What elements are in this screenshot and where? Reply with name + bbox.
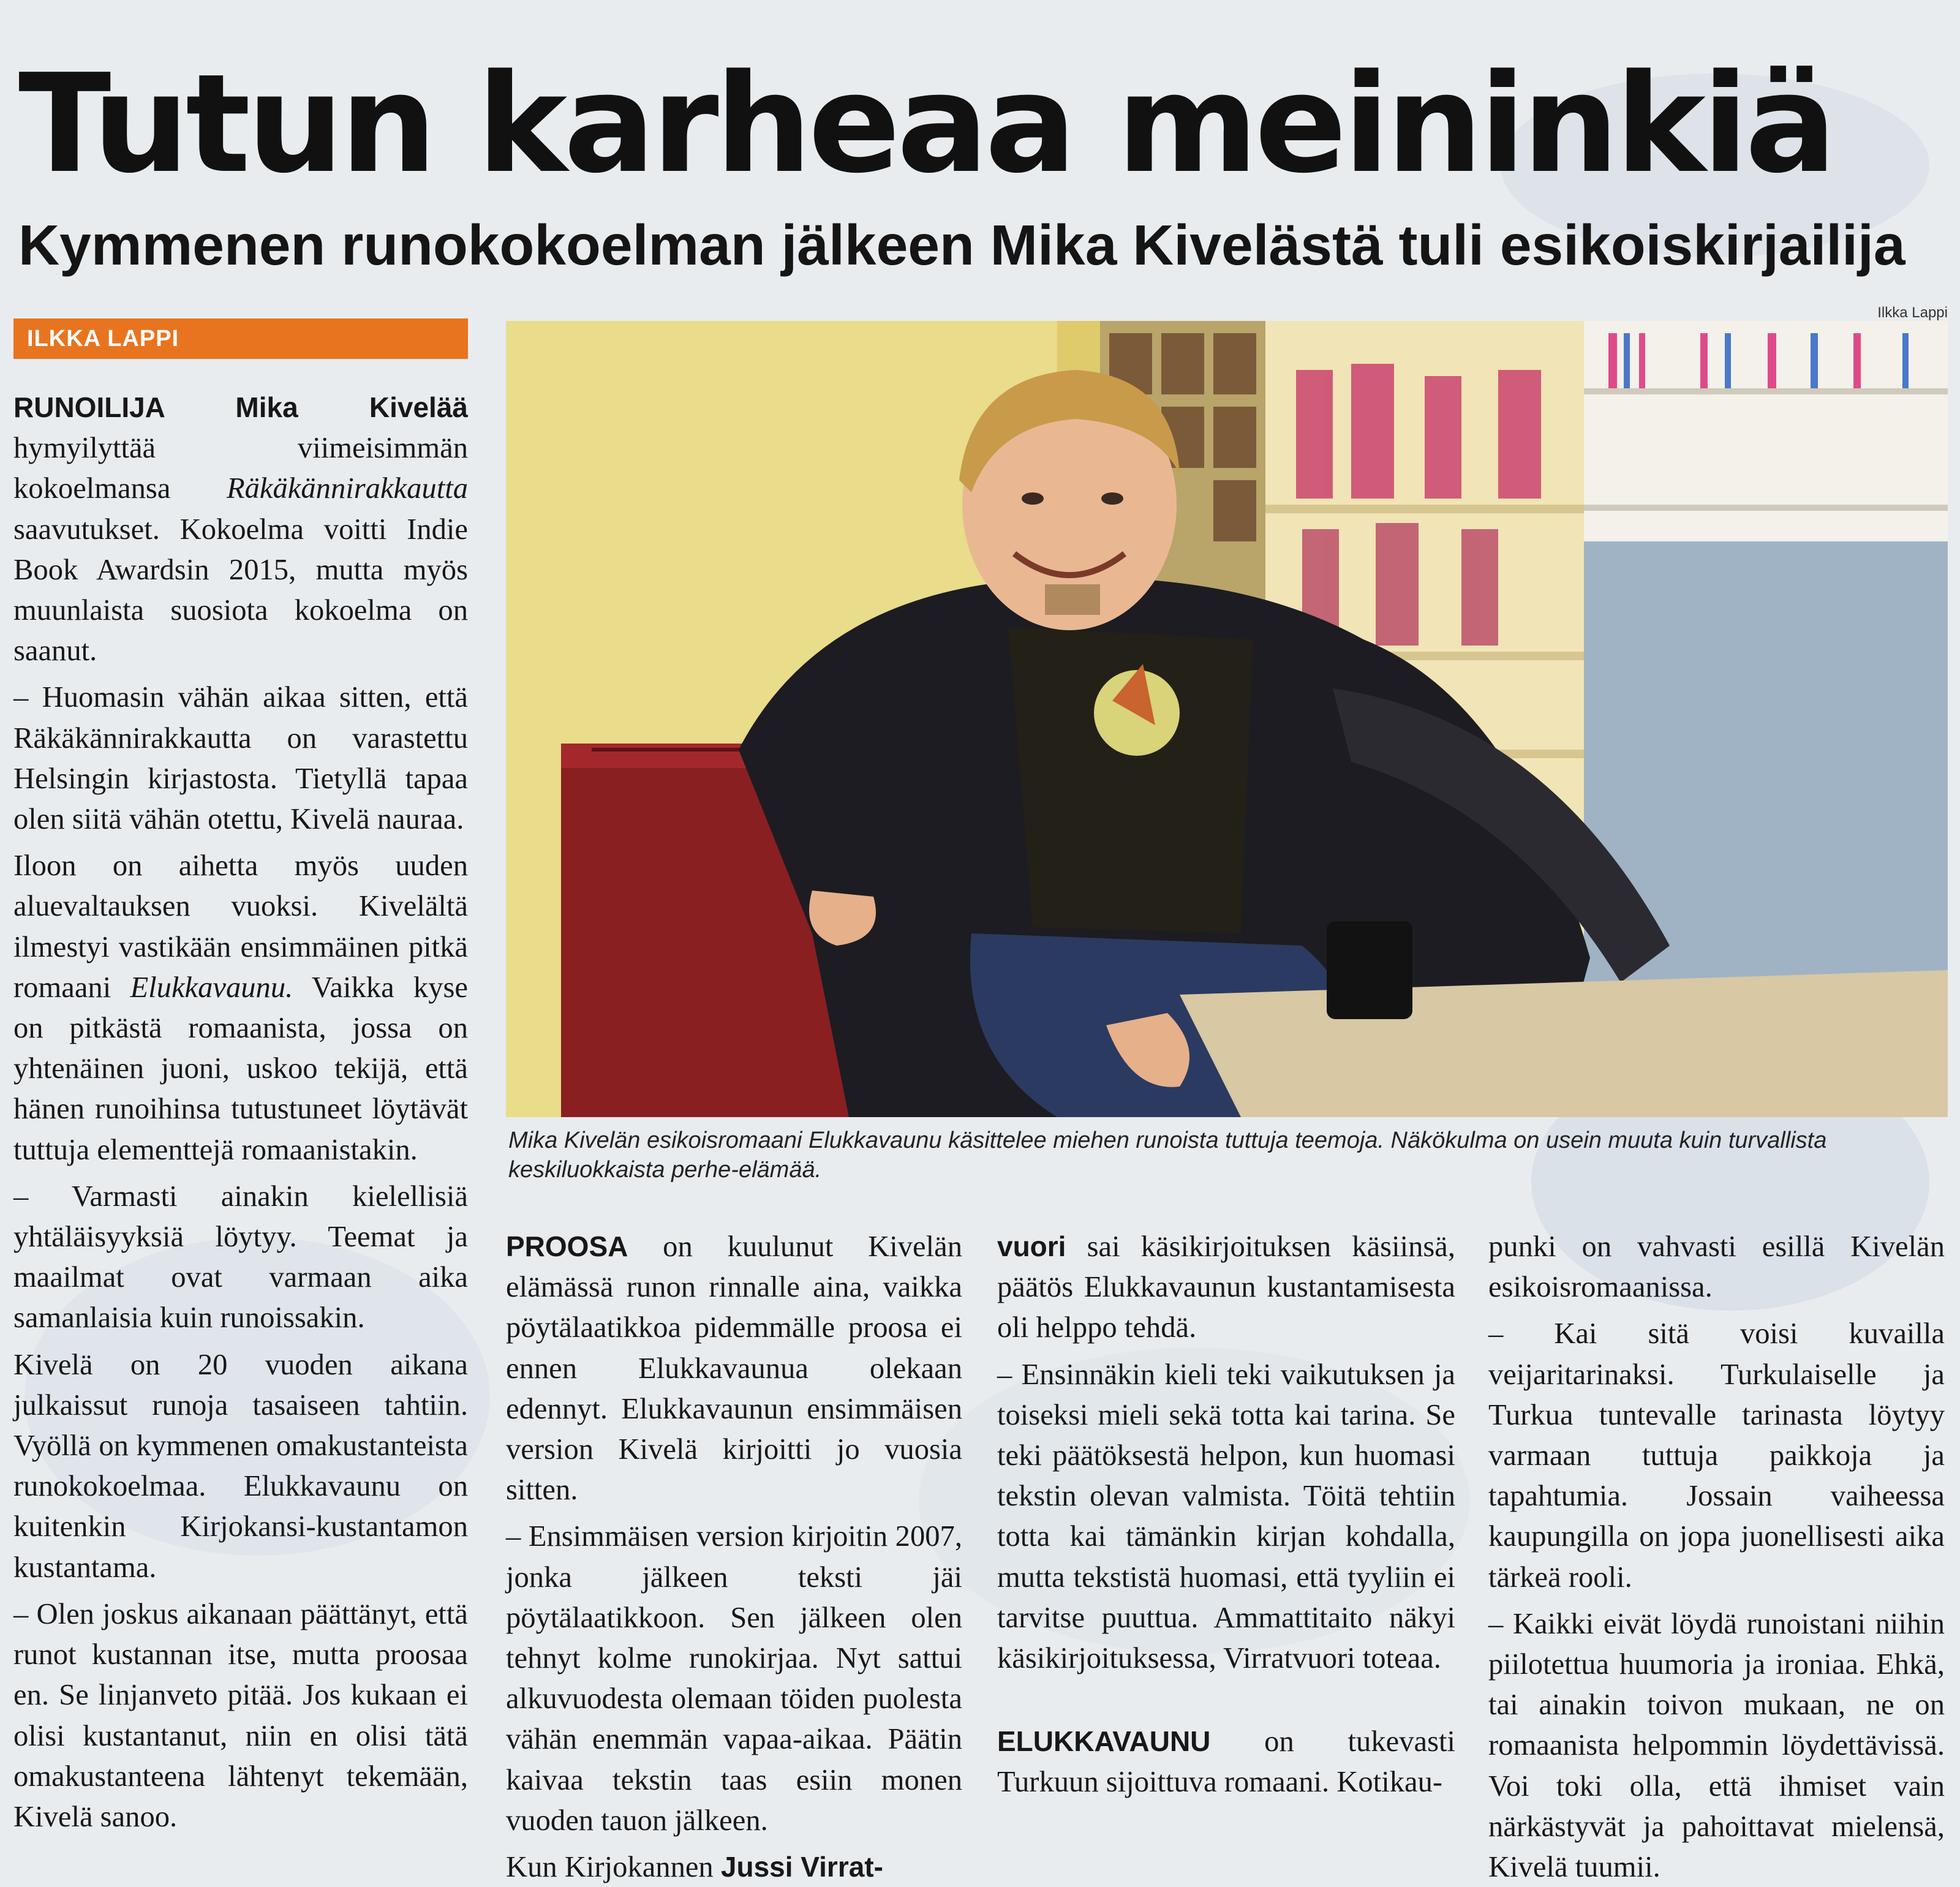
paragraph: – Varmasti ainakin kielellisiä yhtäläisyyksiä löytyy. Teemat ja maailmat ovat varmaan aika samanlaisia kuin runoissakin. [13, 1179, 468, 1335]
paragraph: punki on vahvasti esillä Kivelän esikoisromaanissa. [1488, 1230, 1945, 1304]
paragraph-text: on tukevasti Turkuun sijoittuva romaani. Kotikau- [997, 1725, 1455, 1799]
article-column-3 [997, 1226, 1455, 1802]
paragraph [13, 387, 468, 671]
paragraph-lead: RUNOILIJA Mika Kivelää [13, 391, 468, 423]
photo-illustration [506, 321, 1948, 1117]
paragraph [997, 1226, 1455, 1348]
byline-bar [13, 318, 468, 359]
paragraph-text: hymyilyttää viimeisimmän kokoelmansa [13, 431, 468, 505]
article-column-1 [13, 387, 468, 1837]
paragraph: – Olen joskus aikanaan päättänyt, että runot kustannan itse, mutta proosaa en. Se linjanveto pitää. Jos kukaan ei olisi kustantanut, niin en olisi tätä omakustanteena lähtenyt tekemään, Kivelä sanoo. [13, 1597, 468, 1833]
book-title: Elukkavaunu. [130, 970, 293, 1004]
headline: Tutun karheaa meininkiä [18, 45, 1833, 203]
paragraph-text: on kuulunut Kivelän elämässä runon rinnalle aina, vaikka pöytälaatikkoa pidemmälle proosa ei ennen Elukkavaunua olekaan edennyt. Elukkavaunun ensimmäisen version Kivelä kirjoitti jo vuosia sitten. [506, 1230, 962, 1507]
photo-credit: Ilkka Lappi [1877, 304, 1948, 321]
paragraph [13, 845, 468, 1170]
paragraph-lead: ELUKKAVAUNU [997, 1725, 1211, 1758]
paragraph: – Ensimmäisen version kirjoitin 2007, jonka jälkeen teksti jäi pöytälaatikkoon. Sen jälkeen olen tehnyt kolme runokirjaa. Nyt sattui alkuvuodesta olemaan töiden puolesta vähän enemmän vapaa-aikaa. Päätin kaivaa tekstin taas esiin monen vuoden tauon jälkeen. [506, 1520, 962, 1837]
person-name: vuori [997, 1230, 1066, 1262]
person-name: Jussi Virrat- [720, 1851, 883, 1883]
paragraph [997, 1721, 1455, 1802]
subheadline: Kymmenen runokokoelman jälkeen Mika Kivelästä tuli esikoiskirjailija [18, 213, 1905, 277]
paragraph-lead: PROOSA [506, 1230, 628, 1262]
paragraph: Kivelä on 20 vuoden aikana julkaissut runoja tasaiseen tahtiin. Vyöllä on kymmenen omakustanteista runokokoelmaa. Elukkavaunu on kuitenkin Kirjokansi-kustantamon kustantama. [13, 1347, 468, 1584]
book-title: Räkäkännirakkautta [226, 472, 468, 505]
paragraph: – Ensinnäkin kieli teki vaikutuksen ja toiseksi mieli sekä totta kai tarina. Se teki päätöksestä helpon, kun huomasi tekstin olevan valmista. Töitä tehtiin totta kai tämänkin kirjan kohdalla, mutta tekstistä huomasi, että tyyliin ei tarvitse puuttua. Ammattitaito näkyi käsikirjoituksessa, Virratvuori toteaa. [997, 1357, 1455, 1675]
paragraph-text: Iloon on aihetta myös uuden aluevaltauksen vuoksi. Kivelältä ilmestyi vastikään ensimmäinen pitkä romaani [13, 849, 468, 1004]
paragraph-text: sai käsikirjoituksen käsiinsä, päätös Elukkavaunun kustantamisesta oli helppo tehdä. [997, 1230, 1455, 1344]
article-column-4 [1488, 1226, 1945, 1887]
paragraph: – Huomasin vähän aikaa sitten, että Räkäkännirakkautta on varastettu Helsingin kirjastosta. Tietyllä tapaa olen siitä vähän otettu, Kivelä nauraa. [13, 680, 468, 836]
paragraph [506, 1226, 962, 1510]
paragraph-text: Kun Kirjokannen [506, 1850, 721, 1884]
paragraph: – Kaikki eivät löydä runoistani niihin piilotettua huumoria ja ironiaa. Ehkä, tai ainakin toivon mukaan, ne on romaanista helpommin löydettävissä. Voi toki olla, että ihmiset vain närkästyvät ja pahoittavat mielensä, Kivelä tuumii. [1488, 1606, 1945, 1884]
paragraph-text: saavutukset. Kokoelma voitti Indie Book Awardsin 2015, mutta myös muunlaista suosiota kokoelma on saanut. [13, 512, 468, 668]
byline: ILKKA LAPPI [27, 326, 179, 352]
paragraph [506, 1847, 962, 1887]
article-column-2 [506, 1226, 962, 1887]
article-photo [506, 321, 1948, 1117]
paragraph: – Kai sitä voisi kuvailla veijaritarinaksi. Turkulaiselle ja Turkua tuntevalle tarinasta löytyy varmaan tuttuja paikkoja ja tapahtumia. Jossain vaiheessa kaupungilla on jopa juonellisesti aika tärkeä rooli. [1488, 1317, 1945, 1594]
paragraph-text: Vaikka kyse on pitkästä romaanista, jossa on yhtenäinen juoni, uskoo tekijä, että hänen runoihinsa tutustuneet löytävät tuttuja elementtejä romaanistakin. [13, 970, 468, 1166]
photo-caption: Mika Kivelän esikoisromaani Elukkavaunu käsittelee miehen runoista tuttuja teemoja. Näkökulma on usein muuta kuin turvallista keskiluokkaista perhe-elämää. [508, 1128, 1827, 1183]
